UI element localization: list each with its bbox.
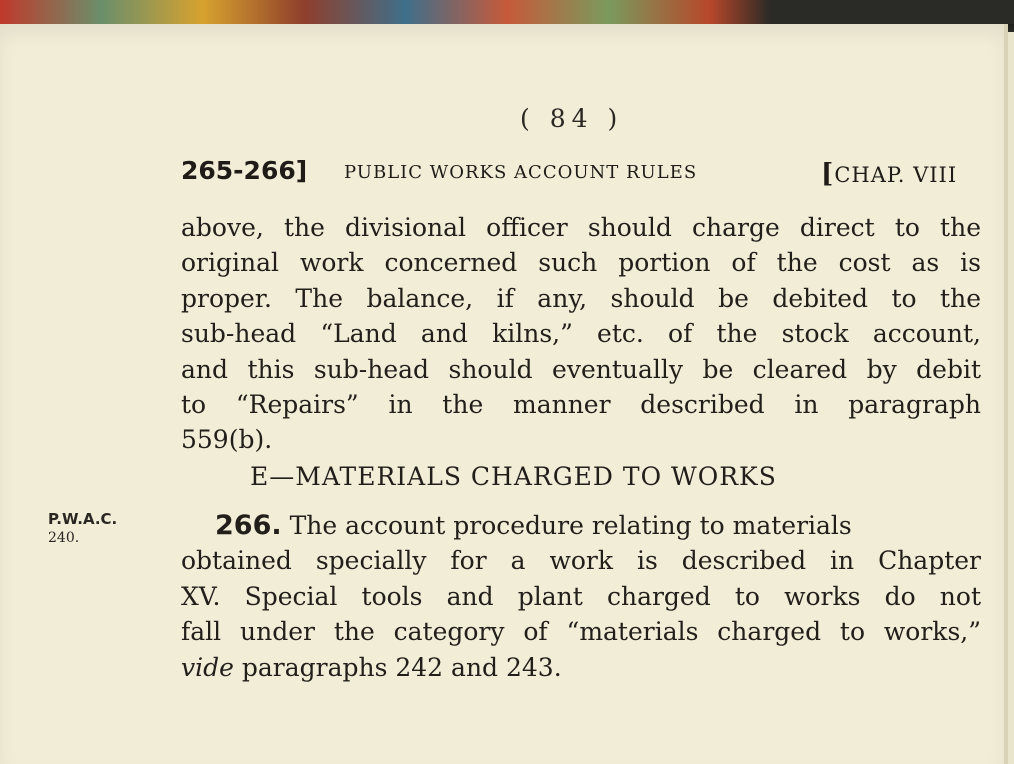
running-head <box>181 156 981 192</box>
text-line: and this sub-head should eventually be cleared by debit <box>181 354 981 384</box>
text-line: obtained specially for a work is described in Chapter <box>181 546 981 576</box>
paragraph-266 <box>181 508 981 685</box>
text-line: 559(b). <box>181 425 273 455</box>
text-line: original work concerned such portion of the cost as is <box>181 248 981 278</box>
continuation-paragraph <box>181 210 981 458</box>
page-number: ( 84 ) <box>520 104 624 133</box>
paragraph-last-line <box>181 650 981 685</box>
margin-note-source: P.W.A.C. <box>48 510 118 528</box>
chapter-bracket: [ <box>821 159 835 189</box>
running-head-chapter <box>821 159 957 189</box>
paragraph-first-line <box>181 508 981 543</box>
section-heading: E—MATERIALS CHARGED TO WORKS <box>250 462 777 491</box>
paragraph-last-line-text: paragraphs 242 and 243. <box>233 652 562 682</box>
paragraph-number: 266. <box>215 510 282 541</box>
margin-note <box>48 510 158 546</box>
text-line: above, the divisional officer should charge direct to the <box>181 213 981 242</box>
paragraph-first-line-text: The account procedure relating to materials <box>289 511 852 540</box>
text-line: fall under the category of “materials charged to works,” <box>181 617 981 647</box>
text-line: proper. The balance, if any, should be debited to the <box>181 283 981 313</box>
text-line: sub-head “Land and kilns,” etc. of the stock account, <box>181 319 981 349</box>
running-head-title: PUBLIC WORKS ACCOUNT RULES <box>344 162 698 183</box>
text-line: to “Repairs” in the manner described in paragraph <box>181 389 981 419</box>
text-line: XV. Special tools and plant charged to works do not <box>181 581 981 611</box>
chapter-label: CHAP. VIII <box>834 163 958 187</box>
margin-note-reference: 240. <box>48 530 80 546</box>
vide-italic: vide <box>181 652 234 682</box>
running-head-paragraph-range: 265-266] <box>181 156 308 185</box>
